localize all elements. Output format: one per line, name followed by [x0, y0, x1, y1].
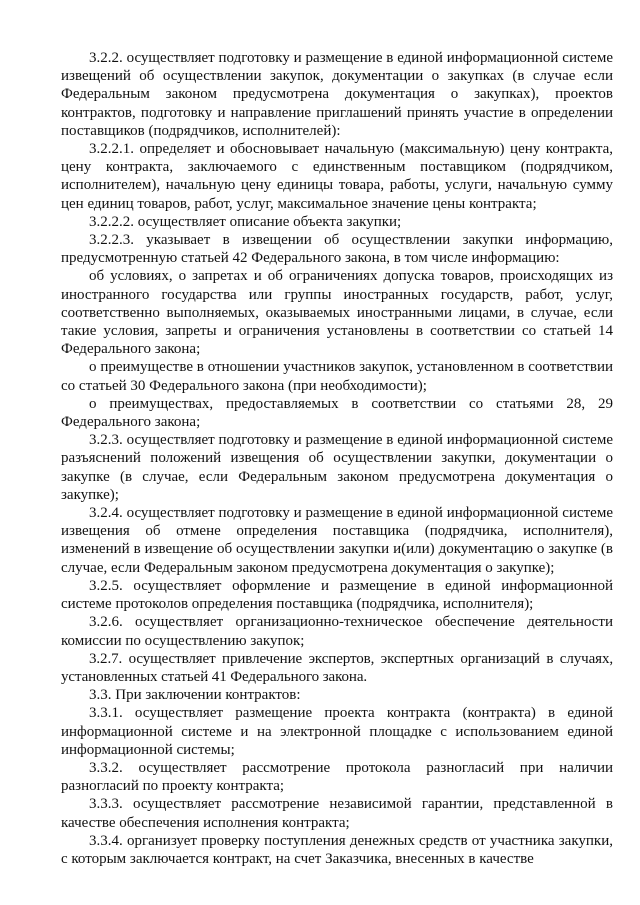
paragraph-3-2-2-1: 3.2.2.1. определяет и обосновывает начальную (максимальную) цену контракта, цену контракта, заключаемого с единственным поставщиком (подрядчиком, исполнителем), начальную цену единицы товара, работы, услуги, начальную сумму цен единиц товаров, работ, услуг, максимальное значение цены контракта; [61, 141, 613, 212]
paragraph-3-2-6: 3.2.6. осуществляет организационно-техническое обеспечение деятельности комиссии по осуществлению закупок; [61, 614, 613, 649]
paragraph-3-3-4: 3.3.4. организует проверку поступления денежных средств от участника закупки, с которым заключается контракт, на счет Заказчика, внесенных в качестве [61, 832, 613, 867]
paragraph-3-2-2: 3.2.2. осуществляет подготовку и размещение в единой информационной системе извещений об осуществлении закупок, документации о закупках (в случае если Федеральным законом предусмотрена документация о закупках), проектов контрактов, подготовку и направление приглашений принять участие в определении поставщиков (подрядчиков, исполнителей): [61, 50, 613, 139]
paragraph-3-3-2: 3.3.2. осуществляет рассмотрение протокола разногласий при наличии разногласий по проекту контракта; [61, 759, 613, 795]
paragraph-3-2-3: 3.2.3. осуществляет подготовку и размещение в единой информационной системе разъяснений положений извещения об осуществлении закупки, документации о закупке (в случае, если Федеральным законом предусмотрена документация о закупке); [61, 432, 613, 503]
paragraph-3-2-2-3: 3.2.2.3. указывает в извещении об осуществлении закупки информацию, предусмотренную статьей 42 Федерального закона, в том числе информацию: [61, 232, 613, 267]
paragraph-advantages-articles-28-29: о преимуществах, предоставляемых в соответствии со статьями 28, 29 Федерального закона; [61, 395, 613, 431]
paragraph-3-3-3: 3.3.3. осуществляет рассмотрение независимой гарантии, представленной в качестве обеспечения исполнения контракта; [61, 796, 613, 831]
paragraph-conditions-restrictions: об условиях, о запретах и об ограничениях допуска товаров, происходящих из иностранного государства или группы иностранных государств, работ, услуг, соответственно выполняемых, оказываемых иностранными лицами, в случае, если такие условия, запреты и ограничения установлены в соответствии со статьей 14 Федерального закона; [61, 268, 613, 358]
paragraph-3-2-7: 3.2.7. осуществляет привлечение экспертов, экспертных организаций в случаях, установленных статьей 41 Федерального закона. [61, 650, 613, 685]
paragraph-3-2-5: 3.2.5. осуществляет оформление и размещение в единой информационной системе протоколов определения поставщика (подрядчика, исполнителя); [61, 577, 613, 613]
paragraph-advantage-article-30: о преимуществе в отношении участников закупок, установленном в соответствии со статьей 30 Федерального закона (при необходимости); [61, 359, 613, 394]
paragraph-3-2-4: 3.2.4. осуществляет подготовку и размещение в единой информационной системе извещения об отмене определения поставщика (подрядчика, исполнителя), изменений в извещение об осуществлении закупки и(или) документацию о закупке (в случае, если Федеральным законом предусмотрена документация о закупке); [61, 505, 613, 576]
paragraph-3-2-2-2: 3.2.2.2. осуществляет описание объекта закупки; [89, 213, 402, 230]
paragraph-3-3-1: 3.3.1. осуществляет размещение проекта контракта (контракта) в единой информационной системе и на электронной площадке с использованием единой информационной системы; [61, 705, 613, 758]
paragraph-3-3: 3.3. При заключении контрактов: [89, 687, 301, 704]
